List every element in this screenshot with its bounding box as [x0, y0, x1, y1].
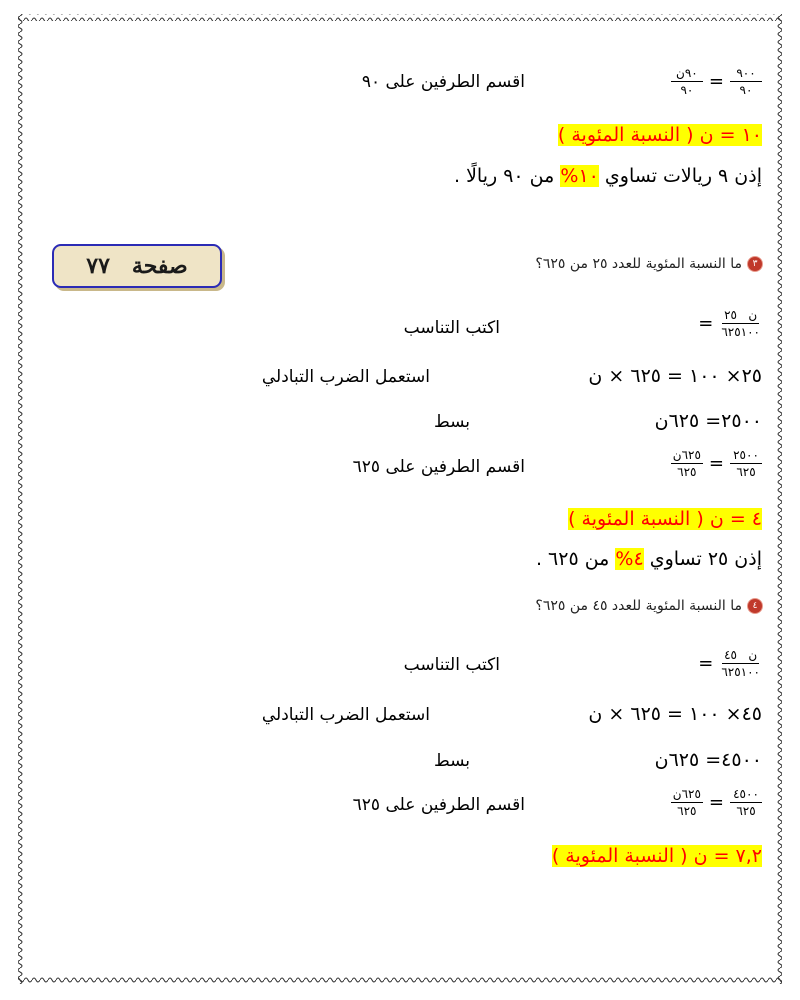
- simplify-step: ٤٥٠٠= ٦٢٥ن: [654, 749, 762, 771]
- proportion-fraction: $\frac{\text{ن ٢٥}}{٦٢٥١٠٠}$: [721, 308, 760, 339]
- step-note: اقسم الطرفين على ٩٠: [361, 72, 525, 92]
- proportion-step: = $\frac{\text{ن ٢٥}}{٦٢٥١٠٠}$: [698, 308, 760, 339]
- fraction-right: $\frac{\text{٩٠ن}}{٩٠}$: [671, 66, 703, 97]
- conclusion-line: إذن ٩ ريالات تساوي ١٠% من ٩٠ ريالًا .: [454, 165, 762, 187]
- result-line: ٤ = ن ( النسبة المئوية ): [568, 508, 762, 530]
- question-4: ٤ ما النسبة المئوية للعدد ٤٥ من ٦٢٥؟: [535, 598, 762, 614]
- division-step: $\frac{\text{٦٢٥ن}}{٦٢٥}$ = $\frac{٤٥٠٠}{٦٢٥}$: [671, 787, 762, 818]
- step-note: اقسم الطرفين على ٦٢٥: [352, 795, 525, 815]
- question-number-badge: ٤: [748, 599, 762, 613]
- step-note: استعمل الضرب التبادلي: [261, 705, 430, 725]
- conclusion-line: إذن ٢٥ تساوي ٤% من ٦٢٥ .: [535, 548, 762, 570]
- question-3: ٣ ما النسبة المئوية للعدد ٢٥ من ٦٢٥؟: [535, 256, 762, 272]
- result-line: ٧,٢ = ن ( النسبة المئوية ): [551, 845, 762, 867]
- proportion-fraction: $\frac{\text{ن ٤٥}}{٦٢٥١٠٠}$: [721, 648, 760, 679]
- question-number-badge: ٣: [748, 257, 762, 271]
- division-step-top: $\frac{\text{٩٠ن}}{٩٠}$ = $\frac{٩٠٠}{٩٠}$: [671, 66, 762, 97]
- proportion-step: = $\frac{\text{ن ٤٥}}{٦٢٥١٠٠}$: [698, 648, 760, 679]
- step-note: اقسم الطرفين على ٦٢٥: [352, 457, 525, 477]
- simplify-step: ٢٥٠٠= ٦٢٥ن: [654, 410, 762, 432]
- cross-multiply-step: ٢٥× ١٠٠ = ٦٢٥ × ن: [588, 365, 762, 387]
- page-number-tag: صفحة ٧٧: [52, 244, 222, 288]
- step-note: بسط: [433, 751, 470, 771]
- cross-multiply-step: ٤٥× ١٠٠ = ٦٢٥ × ن: [588, 703, 762, 725]
- fraction-left: $\frac{٩٠٠}{٩٠}$: [730, 66, 762, 97]
- step-note: اكتب التناسب: [403, 318, 500, 338]
- result-line: ١٠ = ن ( النسبة المئوية ): [557, 124, 762, 146]
- step-note: اكتب التناسب: [403, 655, 500, 675]
- step-note: استعمل الضرب التبادلي: [261, 367, 430, 387]
- step-note: بسط: [433, 412, 470, 432]
- division-step: $\frac{\text{٦٢٥ن}}{٦٢٥}$ = $\frac{٢٥٠٠}{٦٢٥}$: [671, 448, 762, 479]
